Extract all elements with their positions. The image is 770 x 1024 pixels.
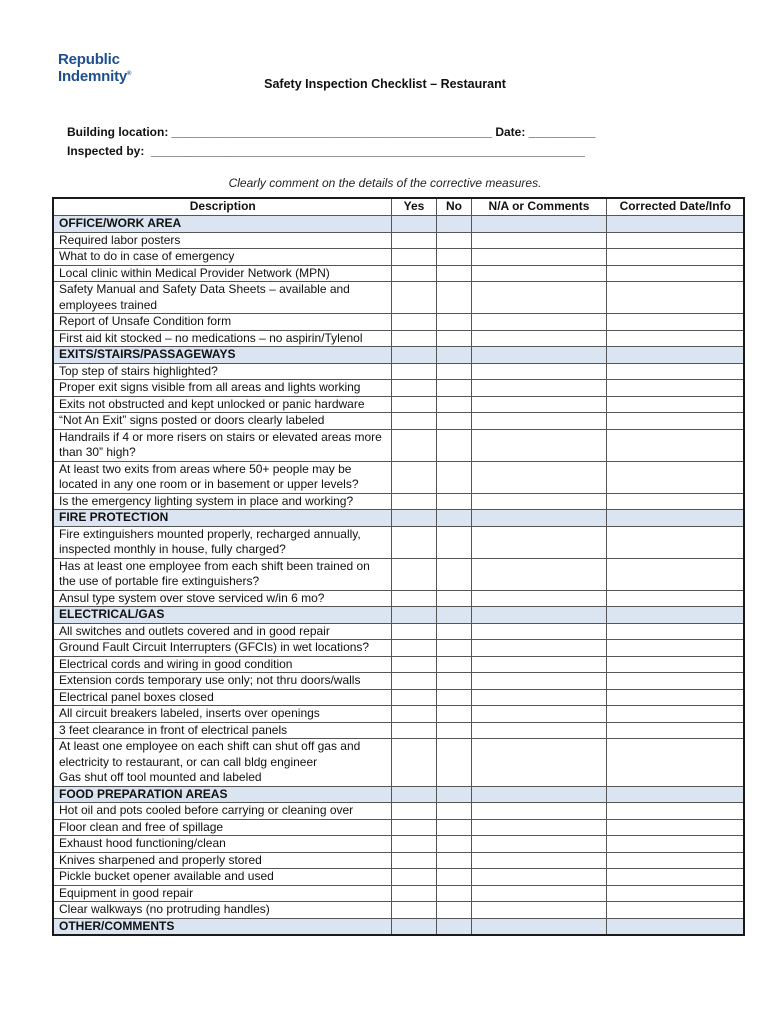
corrected-date-cell[interactable] [606,413,744,430]
corrected-date-cell[interactable] [606,461,744,493]
no-cell[interactable] [436,902,471,919]
logo-line-2: Indemnity® [58,68,132,85]
column-header-yes: Yes [391,198,436,216]
section-na-comments-cell [471,347,606,364]
na-comments-cell[interactable] [471,689,606,706]
corrected-date-cell[interactable] [606,396,744,413]
item-description: Fire extinguishers mounted properly, recharged annually, inspected monthly in house, fully charged? [53,526,391,558]
section-no-cell [436,918,471,935]
corrected-date-cell[interactable] [606,330,744,347]
yes-cell[interactable] [391,461,436,493]
na-comments-cell[interactable] [471,722,606,739]
item-description: Handrails if 4 or more risers on stairs or elevated areas more than 30” high? [53,429,391,461]
no-cell[interactable] [436,363,471,380]
yes-cell[interactable] [391,852,436,869]
corrected-date-cell[interactable] [606,249,744,266]
yes-cell[interactable] [391,803,436,820]
section-no-cell [436,786,471,803]
section-na-comments-cell [471,216,606,233]
yes-cell[interactable] [391,819,436,836]
section-header-row [53,347,744,364]
no-cell[interactable] [436,869,471,886]
yes-cell[interactable] [391,689,436,706]
yes-cell[interactable] [391,363,436,380]
na-comments-cell[interactable] [471,885,606,902]
corrected-date-cell[interactable] [606,493,744,510]
yes-cell[interactable] [391,249,436,266]
corrected-date-cell[interactable] [606,265,744,282]
checklist-table [52,197,745,936]
checklist-row [53,885,744,902]
no-cell[interactable] [436,396,471,413]
na-comments-cell[interactable] [471,314,606,331]
corrected-date-cell[interactable] [606,819,744,836]
no-cell[interactable] [436,706,471,723]
checklist-row [53,396,744,413]
yes-cell[interactable] [391,885,436,902]
yes-cell[interactable] [391,673,436,690]
checklist-row [53,656,744,673]
na-comments-cell[interactable] [471,739,606,787]
yes-cell[interactable] [391,590,436,607]
na-comments-cell[interactable] [471,413,606,430]
checklist-row [53,249,744,266]
section-no-cell [436,510,471,527]
yes-cell[interactable] [391,396,436,413]
item-description: Clear walkways (no protruding handles) [53,902,391,919]
checklist-row [53,232,744,249]
checklist-row [53,590,744,607]
no-cell[interactable] [436,282,471,314]
section-na-comments-cell [471,607,606,624]
section-header-row [53,216,744,233]
checklist-row [53,493,744,510]
no-cell[interactable] [436,232,471,249]
checklist-row [53,558,744,590]
item-description: First aid kit stocked – no medications – no aspirin/Tylenol [53,330,391,347]
no-cell[interactable] [436,739,471,787]
no-cell[interactable] [436,689,471,706]
section-title: OFFICE/WORK AREA [53,216,391,233]
corrected-date-cell[interactable] [606,869,744,886]
section-corrected-date-cell [606,347,744,364]
no-cell[interactable] [436,885,471,902]
no-cell[interactable] [436,249,471,266]
na-comments-cell[interactable] [471,232,606,249]
yes-cell[interactable] [391,836,436,853]
section-yes-cell [391,786,436,803]
item-description: Exhaust hood functioning/clean [53,836,391,853]
yes-cell[interactable] [391,232,436,249]
column-header-no: No [436,198,471,216]
corrected-date-cell[interactable] [606,363,744,380]
item-description: Knives sharpened and properly stored [53,852,391,869]
section-title: OTHER/COMMENTS [53,918,391,935]
item-description: Pickle bucket opener available and used [53,869,391,886]
checklist-row [53,722,744,739]
item-description: 3 feet clearance in front of electrical panels [53,722,391,739]
corrected-date-cell[interactable] [606,314,744,331]
no-cell[interactable] [436,819,471,836]
corrected-date-cell[interactable] [606,739,744,787]
section-corrected-date-cell [606,918,744,935]
column-header-corrected-date: Corrected Date/Info [606,198,744,216]
yes-cell[interactable] [391,265,436,282]
na-comments-cell[interactable] [471,656,606,673]
corrected-date-cell[interactable] [606,526,744,558]
item-description: Ansul type system over stove serviced w/in 6 mo? [53,590,391,607]
item-description: Floor clean and free of spillage [53,819,391,836]
yes-cell[interactable] [391,282,436,314]
column-header-na-comments: N/A or Comments [471,198,606,216]
section-header-row [53,607,744,624]
yes-cell[interactable] [391,739,436,787]
na-comments-cell[interactable] [471,558,606,590]
no-cell[interactable] [436,265,471,282]
yes-cell[interactable] [391,380,436,397]
section-corrected-date-cell [606,607,744,624]
na-comments-cell[interactable] [471,706,606,723]
na-comments-cell[interactable] [471,461,606,493]
na-comments-cell[interactable] [471,282,606,314]
instruction-note: Clearly comment on the details of the corrective measures. [228,176,542,190]
na-comments-cell[interactable] [471,836,606,853]
column-header-description: Description [53,198,391,216]
na-comments-cell[interactable] [471,819,606,836]
no-cell[interactable] [436,526,471,558]
yes-cell[interactable] [391,558,436,590]
no-cell[interactable] [436,493,471,510]
item-description: Is the emergency lighting system in place and working? [53,493,391,510]
section-corrected-date-cell [606,510,744,527]
na-comments-cell[interactable] [471,590,606,607]
no-cell[interactable] [436,558,471,590]
yes-cell[interactable] [391,623,436,640]
building-location-field[interactable]: Building location: ________________________________________________ Date: __________ [67,125,596,139]
yes-cell[interactable] [391,413,436,430]
checklist-row [53,429,744,461]
no-cell[interactable] [436,461,471,493]
checklist-row [53,819,744,836]
table-header-row [53,198,744,216]
na-comments-cell[interactable] [471,869,606,886]
checklist-row [53,869,744,886]
checklist-row [53,413,744,430]
na-comments-cell[interactable] [471,249,606,266]
corrected-date-cell[interactable] [606,722,744,739]
corrected-date-cell[interactable] [606,673,744,690]
item-description: Proper exit signs visible from all areas and lights working [53,380,391,397]
item-description: All switches and outlets covered and in good repair [53,623,391,640]
yes-cell[interactable] [391,656,436,673]
corrected-date-cell[interactable] [606,689,744,706]
corrected-date-cell[interactable] [606,852,744,869]
checklist-row [53,706,744,723]
no-cell[interactable] [436,590,471,607]
corrected-date-cell[interactable] [606,902,744,919]
no-cell[interactable] [436,623,471,640]
no-cell[interactable] [436,852,471,869]
checklist-row [53,852,744,869]
na-comments-cell[interactable] [471,803,606,820]
corrected-date-cell[interactable] [606,656,744,673]
no-cell[interactable] [436,803,471,820]
na-comments-cell[interactable] [471,852,606,869]
yes-cell[interactable] [391,706,436,723]
corrected-date-cell[interactable] [606,429,744,461]
item-description: Electrical cords and wiring in good condition [53,656,391,673]
corrected-date-cell[interactable] [606,706,744,723]
section-title: EXITS/STAIRS/PASSAGEWAYS [53,347,391,364]
corrected-date-cell[interactable] [606,640,744,657]
inspected-by-field[interactable]: Inspected by: _________________________________________________________________ [67,144,585,158]
item-description: Electrical panel boxes closed [53,689,391,706]
no-cell[interactable] [436,722,471,739]
na-comments-cell[interactable] [471,363,606,380]
yes-cell[interactable] [391,493,436,510]
no-cell[interactable] [436,673,471,690]
item-description: Required labor posters [53,232,391,249]
section-title: ELECTRICAL/GAS [53,607,391,624]
na-comments-cell[interactable] [471,330,606,347]
item-description: Exits not obstructed and kept unlocked or panic hardware [53,396,391,413]
item-description: At least one employee on each shift can shut off gas and electricity to restaurant, or can call bldg engineer Gas shut off tool mounted and labeled [53,739,391,787]
yes-cell[interactable] [391,429,436,461]
checklist-row [53,526,744,558]
item-description: Top step of stairs highlighted? [53,363,391,380]
na-comments-cell[interactable] [471,380,606,397]
item-description: At least two exits from areas where 50+ people may be located in any one room or in basement or upper levels? [53,461,391,493]
corrected-date-cell[interactable] [606,380,744,397]
section-header-row [53,510,744,527]
yes-cell[interactable] [391,902,436,919]
item-description: Equipment in good repair [53,885,391,902]
section-header-row [53,918,744,935]
item-description: Local clinic within Medical Provider Network (MPN) [53,265,391,282]
checklist-row [53,380,744,397]
no-cell[interactable] [436,413,471,430]
yes-cell[interactable] [391,640,436,657]
corrected-date-cell[interactable] [606,623,744,640]
no-cell[interactable] [436,380,471,397]
item-description: Has at least one employee from each shift been trained on the use of portable fire extinguishers? [53,558,391,590]
corrected-date-cell[interactable] [606,232,744,249]
checklist-row [53,836,744,853]
section-corrected-date-cell [606,216,744,233]
section-corrected-date-cell [606,786,744,803]
section-yes-cell [391,216,436,233]
section-title: FIRE PROTECTION [53,510,391,527]
na-comments-cell[interactable] [471,673,606,690]
checklist-row [53,282,744,314]
checklist-row [53,314,744,331]
checklist-row [53,902,744,919]
section-na-comments-cell [471,918,606,935]
item-description: All circuit breakers labeled, inserts over openings [53,706,391,723]
checklist-row [53,363,744,380]
no-cell[interactable] [436,330,471,347]
section-yes-cell [391,510,436,527]
na-comments-cell[interactable] [471,526,606,558]
corrected-date-cell[interactable] [606,803,744,820]
checklist-row [53,640,744,657]
item-description: Extension cords temporary use only; not thru doors/walls [53,673,391,690]
section-yes-cell [391,607,436,624]
no-cell[interactable] [436,314,471,331]
checklist-row [53,803,744,820]
logo-line-1: Republic [58,51,120,68]
no-cell[interactable] [436,656,471,673]
yes-cell[interactable] [391,330,436,347]
section-na-comments-cell [471,786,606,803]
checklist-row [53,461,744,493]
section-header-row [53,786,744,803]
section-na-comments-cell [471,510,606,527]
yes-cell[interactable] [391,722,436,739]
yes-cell[interactable] [391,526,436,558]
na-comments-cell[interactable] [471,396,606,413]
checklist-body [53,216,744,936]
page-title: Safety Inspection Checklist – Restaurant [264,77,506,91]
checklist-row [53,673,744,690]
na-comments-cell[interactable] [471,640,606,657]
section-title: FOOD PREPARATION AREAS [53,786,391,803]
item-description: Hot oil and pots cooled before carrying or cleaning over [53,803,391,820]
na-comments-cell[interactable] [471,265,606,282]
section-no-cell [436,607,471,624]
no-cell[interactable] [436,640,471,657]
no-cell[interactable] [436,836,471,853]
item-description: Safety Manual and Safety Data Sheets – available and employees trained [53,282,391,314]
item-description: Ground Fault Circuit Interrupters (GFCIs) in wet locations? [53,640,391,657]
checklist-row [53,623,744,640]
corrected-date-cell[interactable] [606,836,744,853]
corrected-date-cell[interactable] [606,885,744,902]
na-comments-cell[interactable] [471,902,606,919]
na-comments-cell[interactable] [471,429,606,461]
section-yes-cell [391,918,436,935]
no-cell[interactable] [436,429,471,461]
na-comments-cell[interactable] [471,623,606,640]
corrected-date-cell[interactable] [606,282,744,314]
section-no-cell [436,347,471,364]
checklist-row [53,739,744,787]
item-description: “Not An Exit” signs posted or doors clearly labeled [53,413,391,430]
checklist-row [53,330,744,347]
corrected-date-cell[interactable] [606,558,744,590]
yes-cell[interactable] [391,869,436,886]
na-comments-cell[interactable] [471,493,606,510]
section-no-cell [436,216,471,233]
checklist-row [53,265,744,282]
yes-cell[interactable] [391,314,436,331]
item-description: Report of Unsafe Condition form [53,314,391,331]
section-yes-cell [391,347,436,364]
item-description: What to do in case of emergency [53,249,391,266]
checklist-row [53,689,744,706]
corrected-date-cell[interactable] [606,590,744,607]
